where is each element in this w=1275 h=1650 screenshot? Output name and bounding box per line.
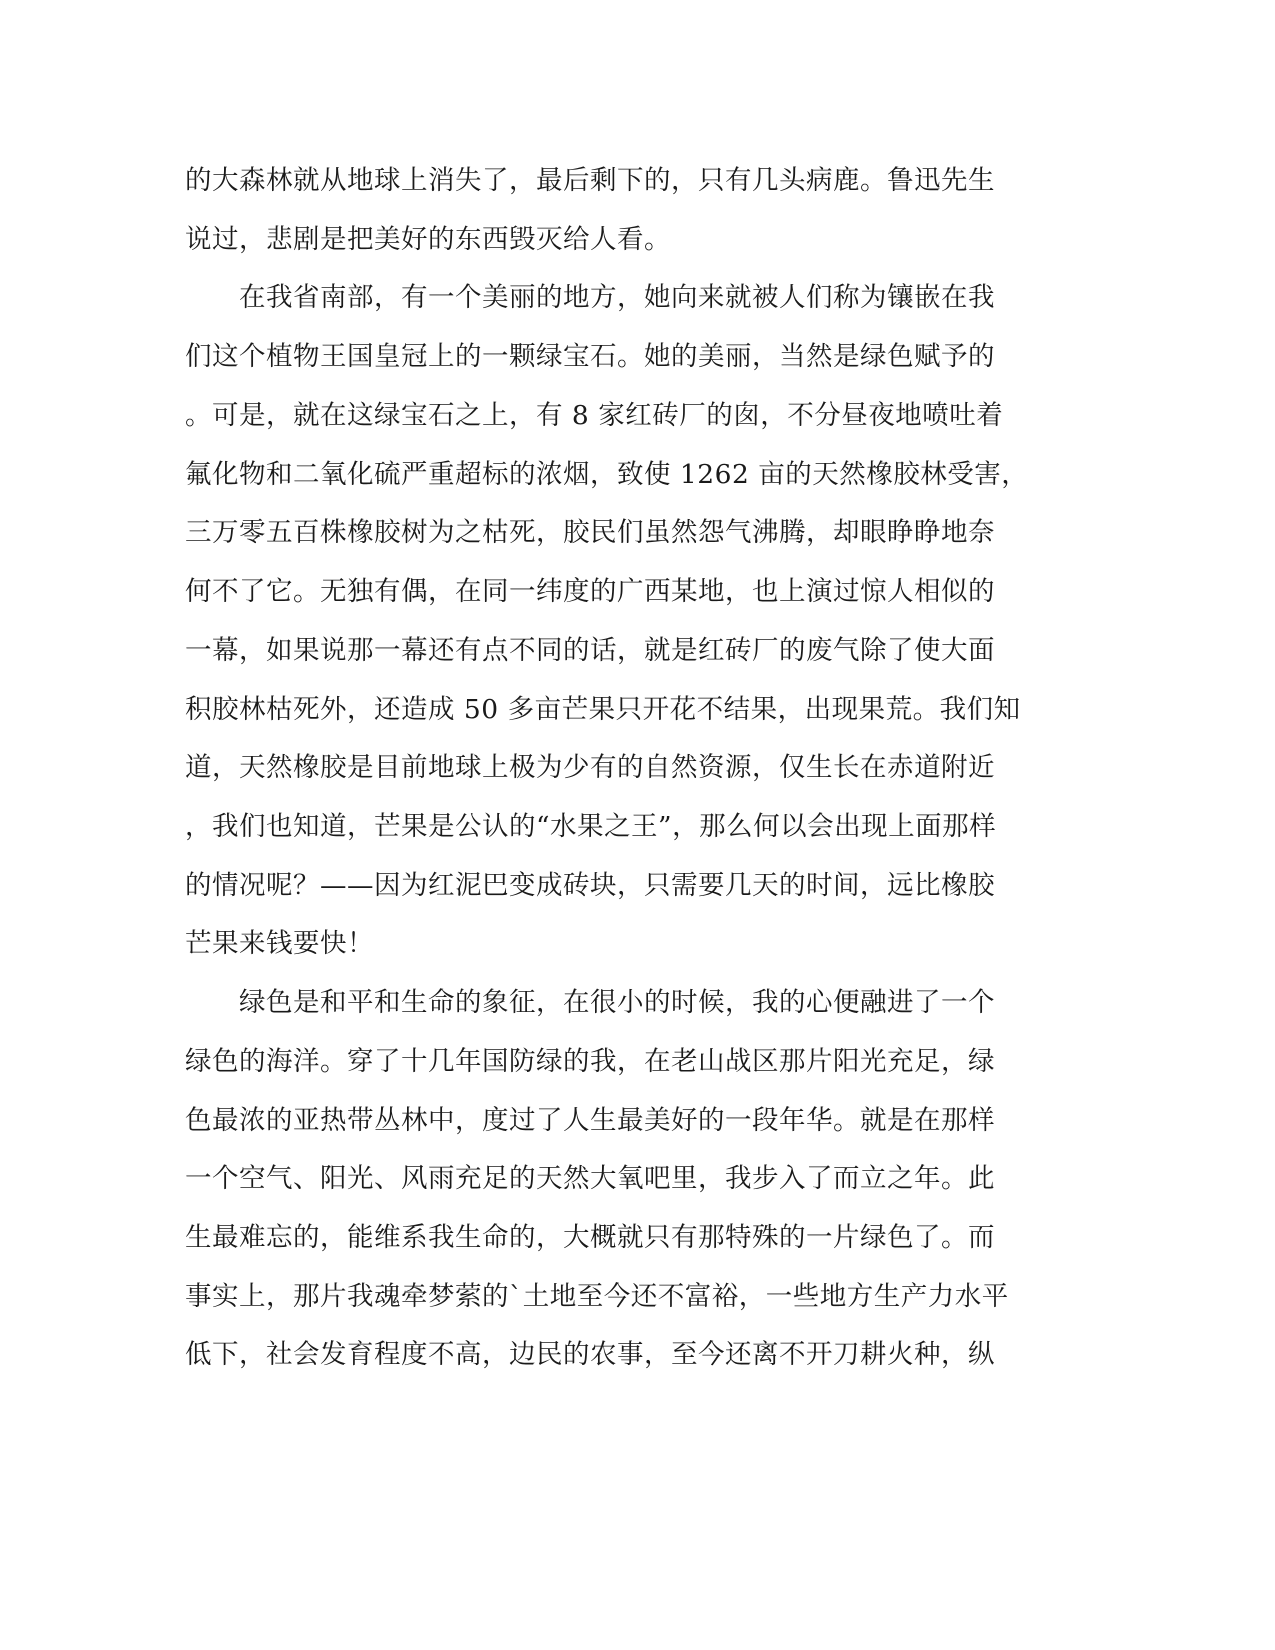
text-line: 积胶林枯死外，还造成 50 多亩芒果只开花不结果，出现果荒。我们知	[185, 694, 1021, 725]
text-line: 生最难忘的，能维系我生命的，大概就只有那特殊的一片绿色了。而	[185, 1222, 995, 1253]
text-line: 一幕，如果说那一幕还有点不同的话，就是红砖厂的废气除了使大面	[185, 635, 995, 666]
text-line: 芒果来钱要快！	[185, 928, 374, 959]
text-line: 说过，悲剧是把美好的东西毁灭给人看。	[185, 224, 671, 255]
text-line: 何不了它。无独有偶，在同一纬度的广西某地，也上演过惊人相似的	[185, 576, 995, 607]
text-line: 绿色的海洋。穿了十几年国防绿的我，在老山战区那片阳光充足，绿	[185, 1046, 995, 1077]
text-line: 的大森林就从地球上消失了，最后剩下的，只有几头病鹿。鲁迅先生	[185, 165, 995, 196]
paragraph-start-line: 绿色是和平和生命的象征，在很小的时候，我的心便融进了一个	[185, 987, 995, 1018]
text-line: 的情况呢？——因为红泥巴变成砖块，只需要几天的时间，远比橡胶	[185, 870, 995, 901]
paragraph-start-line: 在我省南部，有一个美丽的地方，她向来就被人们称为镶嵌在我	[185, 282, 995, 313]
text-line: 道，天然橡胶是目前地球上极为少有的自然资源，仅生长在赤道附近	[185, 752, 995, 783]
text-line: 氟化物和二氧化硫严重超标的浓烟，致使 1262 亩的天然橡胶林受害，	[185, 459, 1029, 490]
text-line: 低下，社会发育程度不高，边民的农事，至今还离不开刀耕火种，纵	[185, 1339, 995, 1370]
text-line: 色最浓的亚热带丛林中，度过了人生最美好的一段年华。就是在那样	[185, 1105, 995, 1136]
text-line: 一个空气、阳光、风雨充足的天然大氧吧里，我步入了而立之年。此	[185, 1163, 995, 1194]
text-line: 事实上，那片我魂牵梦萦的`土地至今还不富裕，一些地方生产力水平	[185, 1281, 1009, 1312]
text-line: 们这个植物王国皇冠上的一颗绿宝石。她的美丽，当然是绿色赋予的	[185, 341, 995, 372]
text-line: 三万零五百株橡胶树为之枯死，胶民们虽然怨气沸腾，却眼睁睁地奈	[185, 517, 995, 548]
text-line: 。可是，就在这绿宝石之上，有 8 家红砖厂的囱，不分昼夜地喷吐着	[185, 400, 1004, 431]
text-line: ，我们也知道，芒果是公认的“水果之王”，那么何以会出现上面那样	[185, 811, 997, 842]
